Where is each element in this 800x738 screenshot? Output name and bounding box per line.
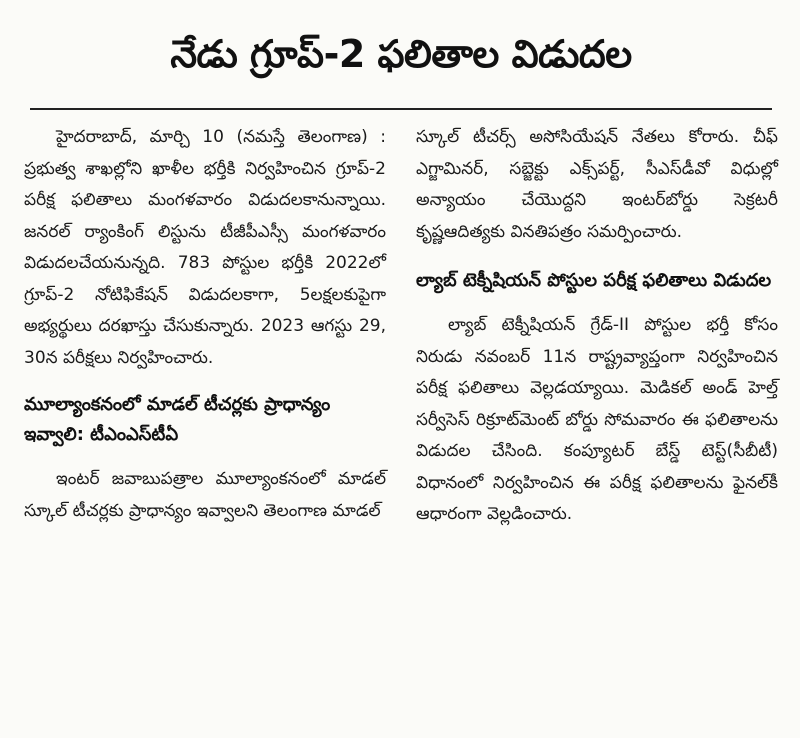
article-columns bbox=[24, 122, 778, 531]
paragraph-group2-results: హైదరాబాద్, మార్చి 10 (నమస్తే తెలంగాణ) : ప్రభుత్వ శాఖల్లోని ఖాళీల భర్తీకి నిర్వహించిన గ్రూప్-2 పరీక్ష ఫలితాలు మంగళవారం విడుదలకానున్నాయి. జనరల్ ర్యాంకింగ్ లిస్టును టీజీపీఎస్సీ మంగళవారం విడుదలచేయనున్నది. 783 పోస్టుల భర్తీకి 2022లో గ్రూప్-2 నోటిఫికేషన్ విడుదలకాగా, 5లక్షలకుపైగా అభ్యర్థులు దరఖాస్తు చేసుకున్నారు. 2023 ఆగస్టు 29, 30న పరీక్షలు నిర్వహించారు. bbox=[24, 127, 386, 368]
headline-divider bbox=[30, 108, 772, 110]
headline: నేడు గ్రూప్-2 ఫలితాల విడుదల bbox=[170, 32, 632, 76]
subheading-lab-technician: ల్యాబ్ టెక్నీషియన్ పోస్టుల పరీక్ష ఫలితాలు విడుదల bbox=[416, 270, 772, 291]
subheading-model-teachers: మూల్యాంకనంలో మాడల్ టీచర్లకు ప్రాధాన్యం ఇవ్వాలి: టీఎంఎస్‌టీఏ bbox=[24, 394, 331, 445]
paragraph-model-teachers-continued: స్కూల్ టీచర్స్ అసోసియేషన్ నేతలు కోరారు. చీఫ్ ఎగ్జామినర్, సబ్జెక్టు ఎక్స్‌పర్ట్, సీఎస్‌డీవో విధుల్లో అన్యాయం చేయొద్దని ఇంటర్‌బోర్డు సెక్రటరీ కృష్ణఆదిత్యకు వినతిపత్రం సమర్పించారు. bbox=[416, 127, 778, 242]
right-column bbox=[416, 122, 778, 531]
left-column bbox=[24, 122, 386, 531]
paragraph-model-teachers: ఇంటర్ జవాబుపత్రాల మూల్యాంకనంలో మాడల్ స్కూల్ టీచర్లకు ప్రాధాన్యం ఇవ్వాలని తెలంగాణ మాడల్ bbox=[24, 469, 386, 521]
paragraph-lab-technician: ల్యాబ్ టెక్నీషియన్ గ్రేడ్-II పోస్టుల భర్తీ కోసం నిరుడు నవంబర్ 11న రాష్ట్రవ్యాప్తంగా నిర్వహించిన పరీక్ష ఫలితాలు వెల్లడయ్యాయి. మెడికల్ అండ్ హెల్త్ సర్వీసెస్ రిక్రూట్‌మెంట్ బోర్డు సోమవారం ఈ ఫలితాలను విడుదల చేసింది. కంప్యూటర్ బేస్డ్ టెస్ట్(సీబీటీ) విధానంలో నిర్వహించిన ఈ పరీక్ష ఫలితాలను ఫైనల్‌కీ ఆధారంగా వెల్లడించారు. bbox=[416, 315, 778, 524]
